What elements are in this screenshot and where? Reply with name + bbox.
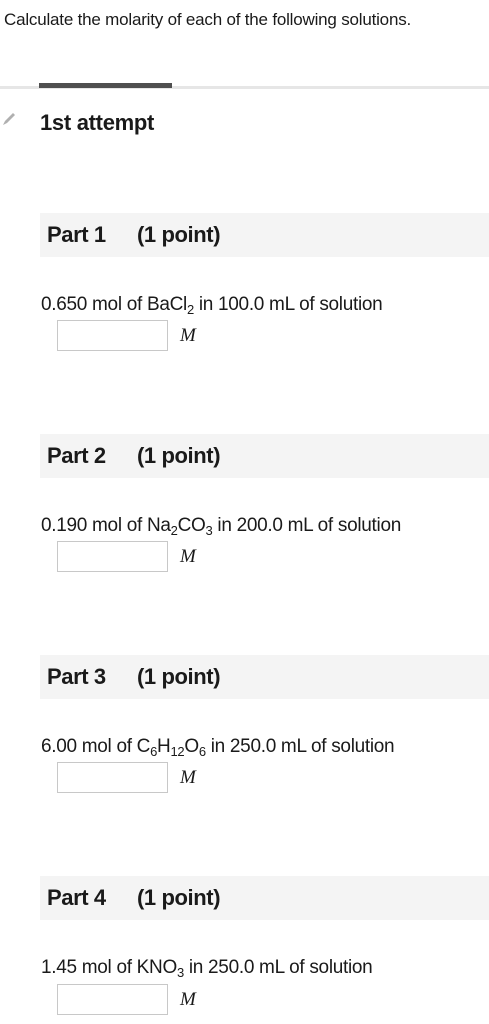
part-3-unit-label: M <box>180 767 196 788</box>
part-label: Part 3 <box>47 664 106 689</box>
part-points: (1 point) <box>137 443 221 468</box>
part-4-unit-label: M <box>180 989 196 1010</box>
part-4-question: 1.45 mol of $KNO_3$ in 250.0 mL of solution <box>41 957 373 980</box>
part-points: (1 point) <box>137 664 221 689</box>
part-3-header <box>40 655 489 699</box>
part-2-header <box>40 434 489 478</box>
part-2-unit-label: M <box>180 546 196 567</box>
part-points: (1 point) <box>137 885 221 910</box>
part-3-question: 6.00 mol of $C_6H_{12}O_6$ in 250.0 mL of solution <box>41 736 395 759</box>
part-label: Part 2 <box>47 443 106 468</box>
part-1-unit-label: M <box>180 325 196 346</box>
part-points: (1 point) <box>137 222 221 247</box>
part-label: Part 1 <box>47 222 106 247</box>
part-1-header <box>40 213 489 257</box>
part-label: Part 4 <box>47 885 106 910</box>
part-1-question: 0.650 mol of BaCl$_2$ in 100.0 mL of solution <box>41 294 383 317</box>
attempt-tab-indicator[interactable] <box>39 83 172 88</box>
part-1-answer-input[interactable] <box>57 320 168 351</box>
part-3-answer-input[interactable] <box>57 762 168 793</box>
instructions-text: Calculate the molarity of each of the following solutions. <box>4 10 412 29</box>
part-4-answer-input[interactable] <box>57 984 168 1015</box>
part-2-answer-input[interactable] <box>57 541 168 572</box>
pencil-icon <box>2 112 16 126</box>
part-4-header <box>40 876 489 920</box>
attempt-title: 1st attempt <box>40 110 155 135</box>
part-2-question: 0.190 mol of $Na_2CO_3$ in 200.0 mL of solution <box>41 515 401 538</box>
